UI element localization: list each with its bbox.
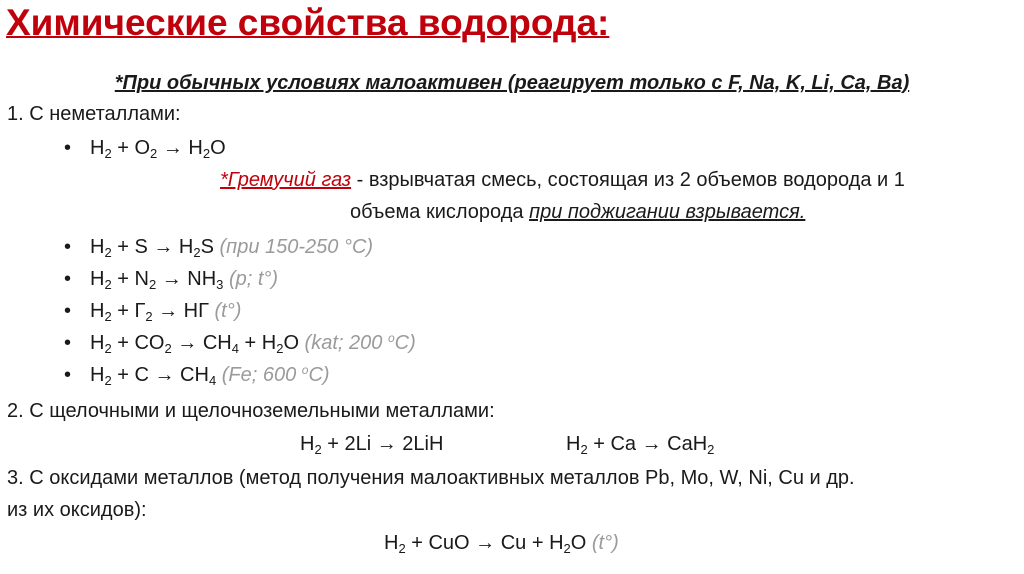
reaction-condition: (при 150-250 °С) bbox=[213, 236, 374, 258]
reaction-h2-halogen: • $H_2 + Г_2$ → HГ (t°) bbox=[90, 299, 241, 323]
explosive-gas-note-cont: объема кислорода при поджигании взрывается. bbox=[350, 201, 806, 223]
reaction-h2-s: • $H_2 + S \to H_2S$ (при 150-250 °С) bbox=[90, 235, 373, 259]
reaction-condition: (p; t°) bbox=[223, 268, 279, 290]
reaction-condition: (t°) bbox=[208, 300, 242, 322]
reaction-h2-li: $H_2 + 2Li \to 2LiH$ bbox=[300, 433, 444, 457]
reaction-condition: (kat; 200 $^o$C) bbox=[299, 331, 416, 354]
page-title: Химические свойства водорода: bbox=[6, 2, 610, 43]
section-3-heading: 3. С оксидами металлов (метод получения малоактивных металлов Pb, Mo, W, Ni, Cu и др. bbox=[7, 467, 855, 489]
reaction-h2-n2: • $H_2 + N_2 \to NH_3$ (p; t°) bbox=[90, 267, 278, 291]
explosive-gas-note: *Гремучий газ - взрывчатая смесь, состоящая из 2 объемов водорода и 1 bbox=[220, 169, 905, 191]
reaction-h2-co2: • $H_2 + CO_2 \to CH_4 + H_2O$ (kat; 200 $^o$C) bbox=[90, 331, 416, 355]
section-3-heading-cont: из их оксидов): bbox=[7, 499, 147, 521]
reaction-condition: (Fe; 600 $^o$C) bbox=[216, 363, 330, 386]
section-2-heading: 2. С щелочными и щелочноземельными металлами: bbox=[7, 400, 495, 422]
reaction-h2-ca: $H_2 + Ca \to CaH_2$ bbox=[566, 433, 715, 457]
reactivity-note: *При обычных условиях малоактивен (реагирует только с F, Na, K, Li, Ca, Ba) bbox=[114, 72, 910, 94]
reaction-h2-c: • $H_2 + C \to CH_4$ (Fe; 600 $^o$C) bbox=[90, 363, 330, 387]
reaction-h2-o2: • $H_2 + O_2 \to H_2O$ bbox=[90, 136, 226, 160]
section-1-heading: 1. С неметаллами: bbox=[7, 103, 181, 125]
explosive-gas-term: *Гремучий газ bbox=[220, 169, 352, 191]
reaction-condition: (t°) bbox=[586, 532, 619, 554]
ignition-note: при поджигании взрывается. bbox=[529, 201, 806, 223]
reaction-h2-cuo: $H_2$ + CuO → $Cu + H_2O$ (t°) bbox=[384, 532, 619, 556]
